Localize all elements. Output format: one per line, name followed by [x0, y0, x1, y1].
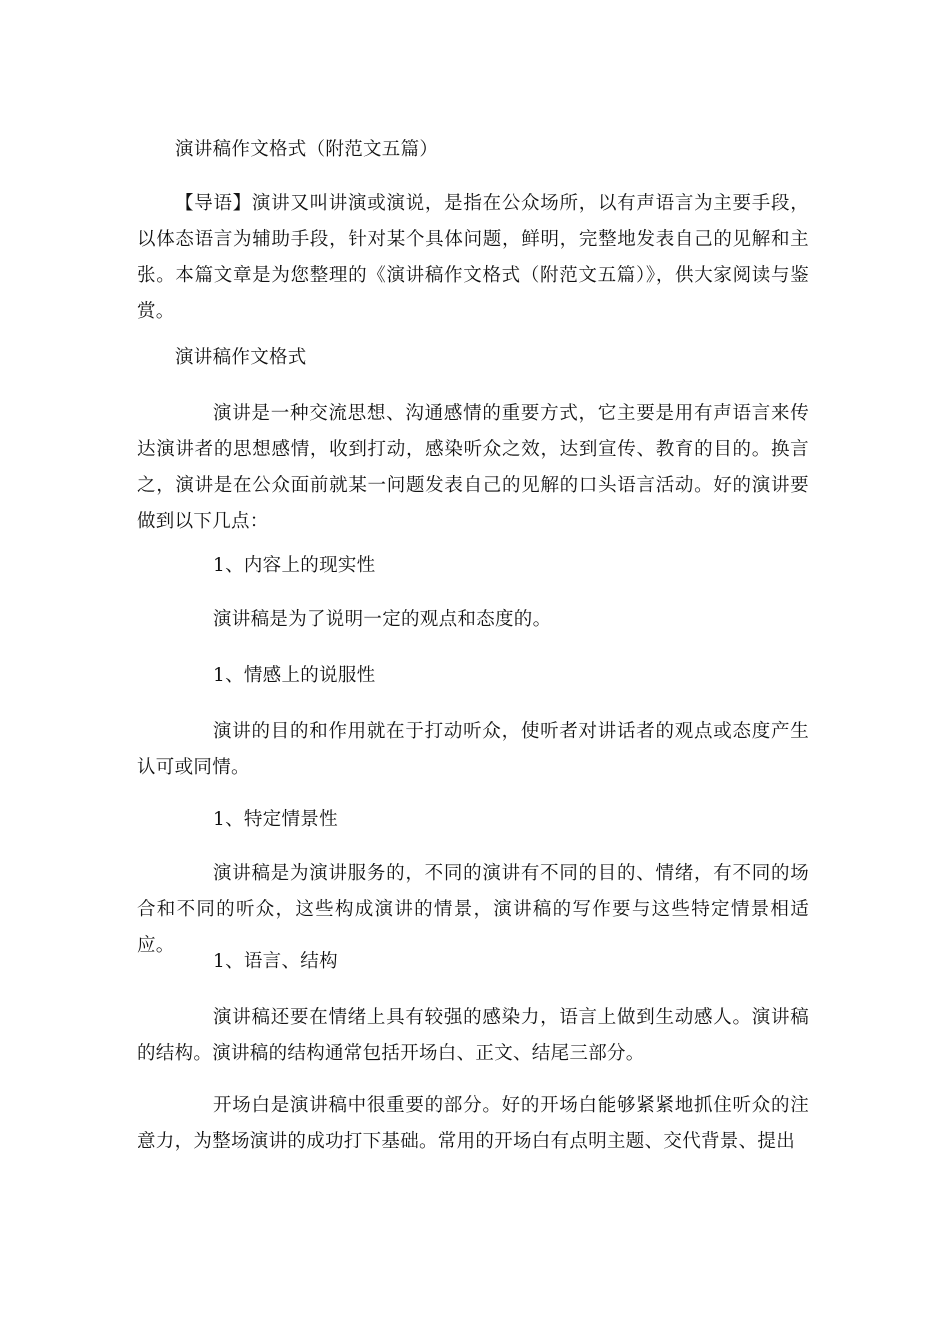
body-paragraph: 演讲稿是为了说明一定的观点和态度的。: [213, 609, 552, 630]
body-paragraph: 演讲稿是为演讲服务的，不同的演讲有不同的目的、情绪，有不同的场合和不同的听众，这些构成演讲的情景，演讲稿的写作要与这些特定情景相适应。: [137, 863, 809, 956]
body-paragraph: 开场白是演讲稿中很重要的部分。好的开场白能够紧紧地抓住听众的注意力，为整场演讲的成功打下基础。常用的开场白有点明主题、交代背景、提出: [137, 1095, 809, 1152]
list-item-heading: 1、特定情景性: [213, 809, 338, 830]
body-paragraph: 演讲是一种交流思想、沟通感情的重要方式，它主要是用有声语言来传达演讲者的思想感情，收到打动，感染听众之效，达到宣传、教育的目的。换言之，演讲是在公众面前就某一问题发表自己的见解的口头语言活动。好的演讲要做到以下几点：: [137, 403, 809, 532]
list-item-heading: 1、内容上的现实性: [213, 555, 376, 576]
body-paragraph: 演讲稿还要在情绪上具有较强的感染力，语言上做到生动感人。演讲稿的结构。演讲稿的结构通常包括开场白、正文、结尾三部分。: [137, 1007, 809, 1064]
section-heading: 演讲稿作文格式: [175, 347, 307, 368]
document-title: 演讲稿作文格式（附范文五篇）: [175, 139, 439, 160]
intro-paragraph: 【导语】演讲又叫讲演或演说，是指在公众场所，以有声语言为主要手段，以体态语言为辅助手段，针对某个具体问题，鲜明，完整地发表自己的见解和主张。本篇文章是为您整理的《演讲稿作文格式（附范文五篇）》，供大家阅读与鉴赏。: [137, 193, 809, 322]
list-item-heading: 1、语言、结构: [213, 951, 338, 972]
body-paragraph: 演讲的目的和作用就在于打动听众，使听者对讲话者的观点或态度产生认可或同情。: [137, 721, 809, 778]
list-item-heading: 1、情感上的说服性: [213, 665, 376, 686]
